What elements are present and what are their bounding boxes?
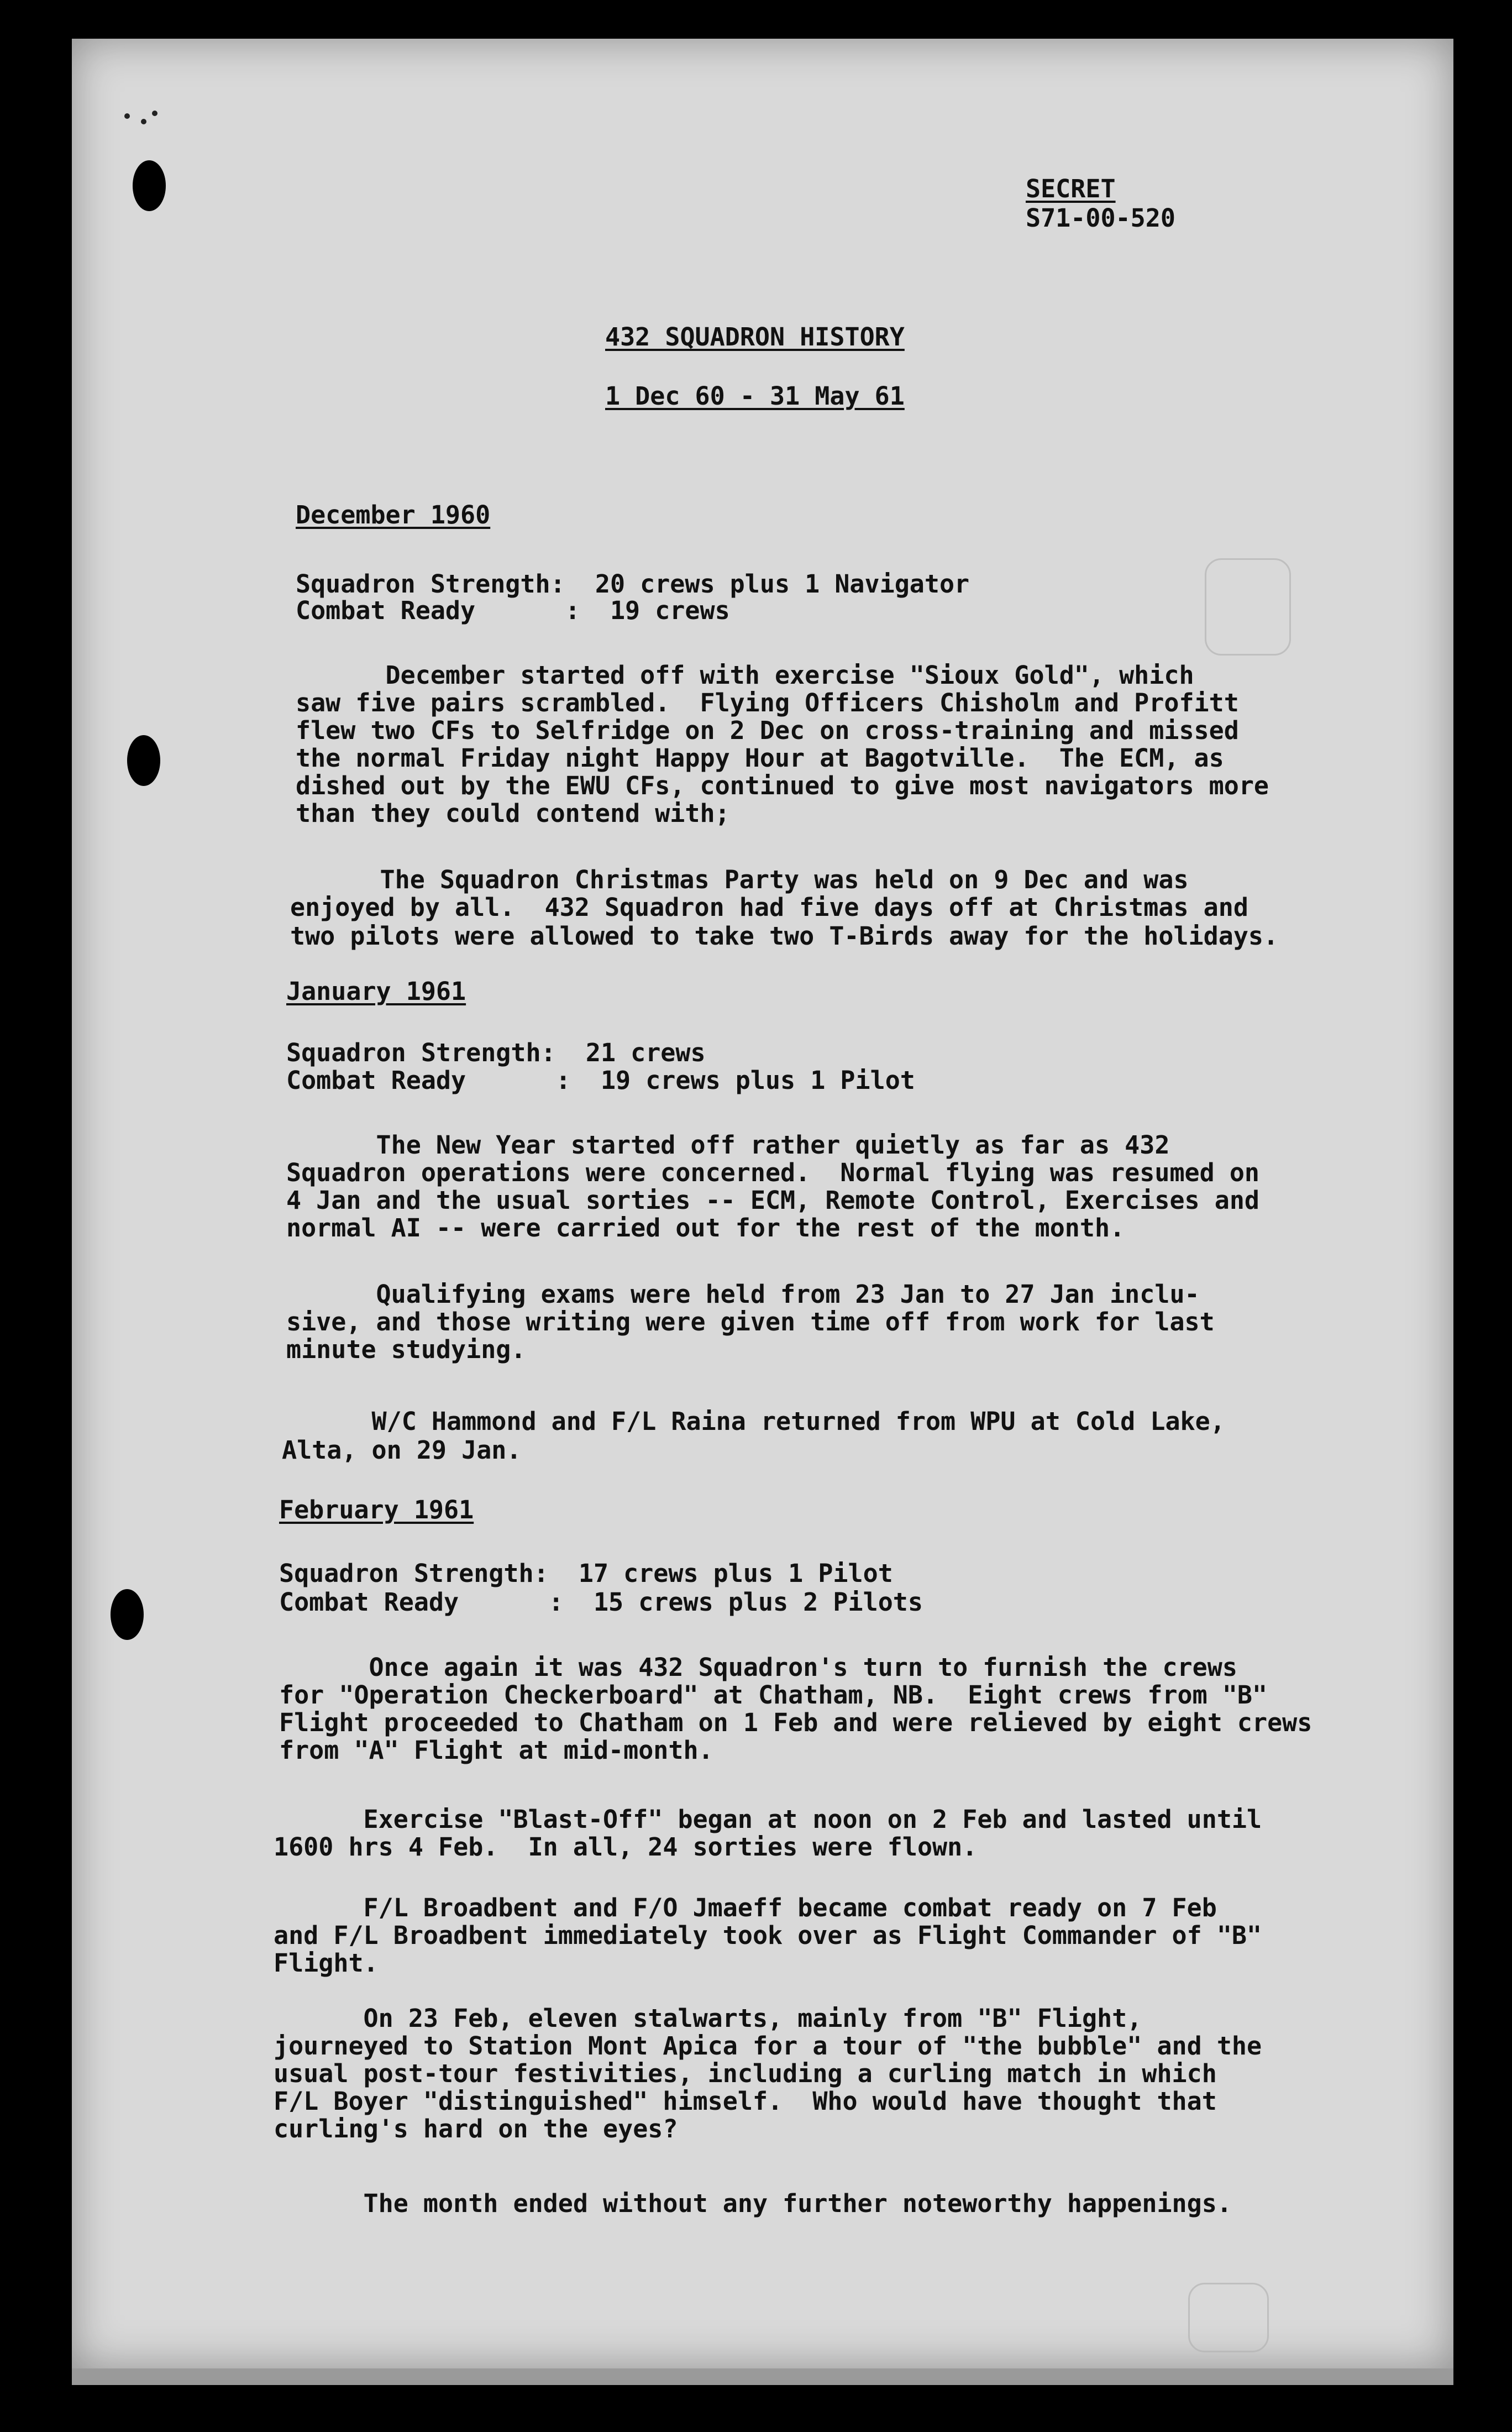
punch-hole-middle (127, 735, 160, 786)
text-line: On 23 Feb, eleven stalwarts, mainly from "B" Flight, (274, 2004, 1142, 2033)
text-line: sive, and those writing were given time off from work for last (286, 1307, 1215, 1336)
speck (152, 111, 158, 116)
punch-hole-top (133, 160, 166, 211)
text-line: F/L Boyer "distinguished" himself. Who would have thought that (274, 2087, 1217, 2116)
text-line: Exercise "Blast-Off" began at noon on 2 Feb and lasted until (274, 1805, 1262, 1834)
text-line: The month ended without any further noteworthy happenings. (274, 2189, 1232, 2218)
text-line: normal AI -- were carried out for the rest of the month. (286, 1213, 1125, 1243)
january-combat-ready: Combat Ready : 19 crews plus 1 Pilot (286, 1066, 915, 1095)
text-line: The New Year started off rather quietly as far as 432 (286, 1130, 1170, 1160)
text-line: 4 Jan and the usual sorties -- ECM, Remote Control, Exercises and (286, 1186, 1259, 1215)
section-heading-february: February 1961 (279, 1495, 474, 1524)
faint-stamp (1205, 558, 1291, 656)
speck (141, 119, 146, 124)
text-line: two pilots were allowed to take two T-Birds away for the holidays. (290, 921, 1279, 951)
text-line: F/L Broadbent and F/O Jmaeff became combat ready on 7 Feb (274, 1893, 1217, 1922)
text-line: saw five pairs scrambled. Flying Officers Chisholm and Profitt (296, 688, 1239, 717)
text-line: Flight. (274, 1948, 379, 1978)
classification: SECRET (1026, 174, 1116, 203)
section-heading-december: December 1960 (296, 500, 491, 530)
text-line: W/C Hammond and F/L Raina returned from WPU at Cold Lake, (282, 1407, 1225, 1436)
speck (124, 113, 130, 119)
january-strength: Squadron Strength: 21 crews (286, 1038, 706, 1067)
file-number: S71-00-520 (1026, 203, 1175, 233)
page-bottom-edge (72, 2368, 1453, 2385)
text-line: Once again it was 432 Squadron's turn to furnish the crews (279, 1653, 1237, 1682)
february-strength: Squadron Strength: 17 crews plus 1 Pilot (279, 1559, 893, 1588)
text-line: for "Operation Checkerboard" at Chatham, NB. Eight crews from "B" (279, 1680, 1268, 1710)
december-combat-ready: Combat Ready : 19 crews (296, 596, 730, 625)
text-line: usual post-tour festivities, including a curling match in which (274, 2059, 1217, 2088)
document-title: 432 SQUADRON HISTORY (605, 322, 905, 352)
text-line: and F/L Broadbent immediately took over as Flight Commander of "B" (274, 1921, 1262, 1950)
text-line: curling's hard on the eyes? (274, 2114, 678, 2143)
section-heading-january: January 1961 (286, 977, 466, 1006)
text-line: Flight proceeded to Chatham on 1 Feb and were relieved by eight crews (279, 1708, 1313, 1737)
february-combat-ready: Combat Ready : 15 crews plus 2 Pilots (279, 1587, 923, 1617)
text-line: 1600 hrs 4 Feb. In all, 24 sorties were flown. (274, 1832, 978, 1862)
punch-hole-bottom (111, 1589, 144, 1640)
text-line: than they could contend with; (296, 799, 730, 828)
text-line: journeyed to Station Mont Apica for a tour of "the bubble" and the (274, 2031, 1262, 2061)
document-period: 1 Dec 60 - 31 May 61 (605, 381, 905, 411)
text-line: dished out by the EWU CFs, continued to give most navigators more (296, 771, 1269, 800)
text-line: minute studying. (286, 1335, 526, 1364)
text-line: from "A" Flight at mid-month. (279, 1736, 713, 1765)
text-line: flew two CFs to Selfridge on 2 Dec on cross-training and missed (296, 716, 1239, 745)
december-strength: Squadron Strength: 20 crews plus 1 Navigator (296, 569, 970, 599)
text-line: The Squadron Christmas Party was held on 9 Dec and was (290, 865, 1189, 894)
text-line: enjoyed by all. 432 Squadron had five days off at Christmas and (290, 893, 1248, 922)
text-line: December started off with exercise "Sioux Gold", which (296, 661, 1194, 690)
faint-stamp (1188, 2283, 1269, 2352)
text-line: Squadron operations were concerned. Normal flying was resumed on (286, 1158, 1259, 1187)
text-line: Alta, on 29 Jan. (282, 1435, 522, 1465)
text-line: the normal Friday night Happy Hour at Bagotville. The ECM, as (296, 743, 1224, 773)
text-line: Qualifying exams were held from 23 Jan to 27 Jan inclu- (286, 1280, 1200, 1309)
